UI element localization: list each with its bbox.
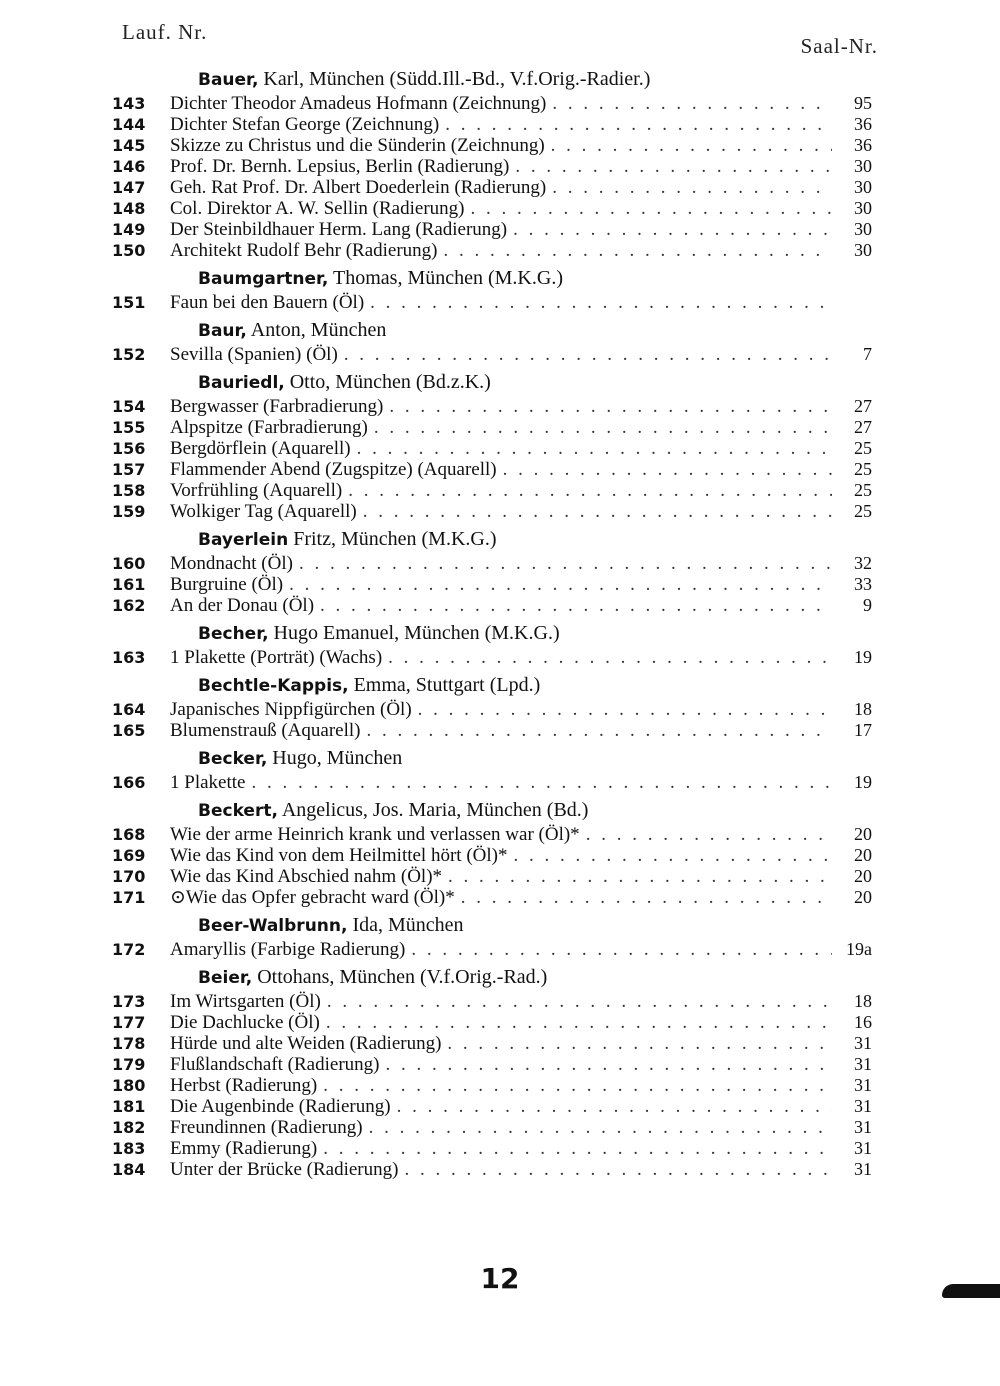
artist-info: Fritz, München (M.K.G.): [293, 528, 497, 550]
dot-leader: [513, 845, 832, 866]
entry-title: Flußlandschaft (Radierung): [170, 1054, 380, 1075]
entry-number: 168: [112, 825, 146, 844]
artist-name: Bayerlein: [198, 530, 289, 550]
dot-leader: [513, 219, 832, 240]
artist-heading: [112, 266, 872, 291]
catalog-entry: [112, 553, 872, 574]
artist-group: [112, 913, 872, 960]
artist-info: Emma, Stuttgart (Lpd.): [353, 674, 541, 696]
entry-title: Alpspitze (Farbradierung): [170, 417, 368, 438]
entry-number: 178: [112, 1034, 146, 1053]
dot-leader: [299, 553, 832, 574]
entry-title: Wie der arme Heinrich krank und verlassen war (Öl)*: [170, 824, 580, 845]
page-number: 12: [480, 1262, 520, 1295]
entry-hall-number: 19: [854, 647, 872, 667]
entry-hall-number: 31: [854, 1033, 872, 1053]
artist-group: [112, 266, 872, 313]
entry-number: 155: [112, 418, 146, 437]
entry-hall-number: 20: [854, 824, 872, 844]
dot-leader: [418, 699, 832, 720]
entry-hall-number: 32: [854, 553, 872, 573]
catalog-entry: [112, 647, 872, 668]
artist-info: Hugo, München: [272, 747, 403, 769]
catalog-entry: [112, 991, 872, 1012]
entry-number: 163: [112, 648, 146, 667]
catalog-entry: [112, 417, 872, 438]
catalog-list: [112, 62, 872, 1180]
artist-group: [112, 527, 872, 616]
catalog-entry: [112, 501, 872, 522]
catalog-entry: [112, 240, 872, 261]
entry-hall-number: 33: [854, 574, 872, 594]
artist-info: Anton, München: [250, 319, 387, 341]
dot-leader: [348, 480, 832, 501]
catalog-entry: [112, 720, 872, 741]
entry-number: 152: [112, 345, 146, 364]
dot-leader: [363, 501, 832, 522]
artist-info: Karl, München (Südd.Ill.-Bd., V.f.Orig.-Radier.): [263, 68, 651, 90]
dot-leader: [445, 114, 832, 135]
entry-hall-number: 20: [854, 866, 872, 886]
artist-group: [112, 318, 872, 365]
dot-leader: [551, 135, 832, 156]
entry-number: 171: [112, 888, 146, 907]
entry-hall-number: 31: [854, 1054, 872, 1074]
catalog-entry: [112, 1096, 872, 1117]
entry-number: 165: [112, 721, 146, 740]
entry-hall-number: 31: [854, 1096, 872, 1116]
artist-name: Baur,: [198, 321, 247, 341]
entry-title: ⊙Wie das Opfer gebracht ward (Öl)*: [170, 887, 455, 908]
artist-name: Beier,: [198, 968, 253, 988]
entry-title: Skizze zu Christus und die Sünderin (Zeichnung): [170, 135, 545, 156]
catalog-entry: [112, 344, 872, 365]
entry-title: 1 Plakette (Porträt) (Wachs): [170, 647, 383, 668]
entry-number: 183: [112, 1139, 146, 1158]
entry-title: Freundinnen (Radierung): [170, 1117, 363, 1138]
dot-leader: [447, 1033, 832, 1054]
artist-heading: [112, 370, 872, 395]
dot-leader: [470, 198, 832, 219]
entry-hall-number: 18: [854, 991, 872, 1011]
artist-group: [112, 965, 872, 1180]
entry-hall-number: 36: [854, 114, 872, 134]
dot-leader: [448, 866, 832, 887]
entry-hall-number: 9: [863, 595, 872, 615]
entry-title: Der Steinbildhauer Herm. Lang (Radierung): [170, 219, 508, 240]
entry-title: Japanisches Nippfigürchen (Öl): [170, 699, 412, 720]
column-header-saal-nr: Saal-Nr.: [800, 34, 878, 58]
entry-number: 177: [112, 1013, 146, 1032]
artist-name: Bechtle-Kappis,: [198, 676, 349, 696]
entry-hall-number: 27: [854, 417, 872, 437]
entry-number: 144: [112, 115, 146, 134]
catalog-entry: [112, 1033, 872, 1054]
catalog-entry: [112, 1054, 872, 1075]
entry-number: 161: [112, 575, 146, 594]
catalog-entry: [112, 1138, 872, 1159]
entry-title: Burgruine (Öl): [170, 574, 284, 595]
dot-leader: [370, 292, 832, 313]
artist-heading: [112, 746, 872, 771]
entry-hall-number: 27: [854, 396, 872, 416]
entry-hall-number: 7: [863, 344, 872, 364]
entry-hall-number: 16: [854, 1012, 872, 1032]
dot-leader: [385, 1054, 832, 1075]
dot-leader: [289, 574, 832, 595]
artist-group: [112, 798, 872, 908]
dot-leader: [251, 772, 832, 793]
artist-group: [112, 370, 872, 522]
dot-leader: [397, 1096, 832, 1117]
catalog-entry: [112, 396, 872, 417]
page-edge-mark: [942, 1284, 1000, 1298]
catalog-entry: [112, 438, 872, 459]
catalog-entry: [112, 1075, 872, 1096]
entry-title: Wie das Kind Abschied nahm (Öl)*: [170, 866, 443, 887]
catalog-entry: [112, 480, 872, 501]
entry-number: 149: [112, 220, 146, 239]
artist-name: Baumgartner,: [198, 269, 329, 289]
entry-title: 1 Plakette: [170, 772, 246, 793]
catalog-entry: [112, 1159, 872, 1180]
entry-title: Hürde und alte Weiden (Radierung): [170, 1033, 442, 1054]
artist-info: Hugo Emanuel, München (M.K.G.): [273, 622, 560, 644]
entry-title: Herbst (Radierung): [170, 1075, 318, 1096]
dot-leader: [552, 177, 832, 198]
dot-leader: [374, 417, 832, 438]
dot-leader: [320, 595, 832, 616]
artist-info: Thomas, München (M.K.G.): [333, 267, 563, 289]
entry-hall-number: 31: [854, 1075, 872, 1095]
entry-number: 150: [112, 241, 146, 260]
entry-title: Architekt Rudolf Behr (Radierung): [170, 240, 438, 261]
entry-title: Col. Direktor A. W. Sellin (Radierung): [170, 198, 465, 219]
catalog-entry: [112, 177, 872, 198]
entry-number: 172: [112, 940, 146, 959]
entry-title: Bergdörflein (Aquarell): [170, 438, 351, 459]
artist-name: Becker,: [198, 749, 268, 769]
entry-number: 148: [112, 199, 146, 218]
catalog-entry: [112, 219, 872, 240]
entry-title: Emmy (Radierung): [170, 1138, 318, 1159]
artist-group: [112, 746, 872, 793]
entry-number: 145: [112, 136, 146, 155]
entry-hall-number: 19a: [846, 939, 872, 959]
dot-leader: [326, 1012, 832, 1033]
entry-number: 170: [112, 867, 146, 886]
dot-leader: [357, 438, 832, 459]
artist-name: Bauriedl,: [198, 373, 285, 393]
entry-title: Mondnacht (Öl): [170, 553, 293, 574]
entry-title: Sevilla (Spanien) (Öl): [170, 344, 338, 365]
catalog-entry: [112, 459, 872, 480]
artist-heading: [112, 318, 872, 343]
artist-heading: [112, 965, 872, 990]
entry-hall-number: 25: [854, 459, 872, 479]
catalog-entry: [112, 1012, 872, 1033]
catalog-entry: [112, 595, 872, 616]
artist-info: Angelicus, Jos. Maria, München (Bd.): [281, 799, 589, 821]
entry-title: Prof. Dr. Bernh. Lepsius, Berlin (Radierung): [170, 156, 510, 177]
entry-title: Unter der Brücke (Radierung): [170, 1159, 399, 1180]
entry-hall-number: 19: [854, 772, 872, 792]
dot-leader: [411, 939, 832, 960]
entry-number: 184: [112, 1160, 146, 1179]
artist-info: Otto, München (Bd.z.K.): [289, 371, 491, 393]
entry-number: 182: [112, 1118, 146, 1137]
entry-number: 166: [112, 773, 146, 792]
catalog-entry: [112, 699, 872, 720]
entry-title: Dichter Stefan George (Zeichnung): [170, 114, 440, 135]
entry-hall-number: 20: [854, 887, 872, 907]
entry-number: 147: [112, 178, 146, 197]
entry-hall-number: 30: [854, 156, 872, 176]
dot-leader: [552, 93, 832, 114]
catalog-entry: [112, 114, 872, 135]
entry-number: 180: [112, 1076, 146, 1095]
entry-number: 151: [112, 293, 146, 312]
artist-heading: [112, 67, 872, 92]
artist-name: Bauer,: [198, 70, 259, 90]
entry-title: Wolkiger Tag (Aquarell): [170, 501, 357, 522]
entry-title: Vorfrühling (Aquarell): [170, 480, 343, 501]
artist-info: Ida, München: [352, 914, 464, 936]
entry-title: Im Wirtsgarten (Öl): [170, 991, 321, 1012]
artist-name: Becher,: [198, 624, 269, 644]
entry-hall-number: 17: [854, 720, 872, 740]
entry-title: Amaryllis (Farbige Radierung): [170, 939, 406, 960]
dot-leader: [323, 1075, 832, 1096]
entry-hall-number: 95: [854, 93, 872, 113]
artist-group: [112, 673, 872, 741]
entry-hall-number: 18: [854, 699, 872, 719]
entry-number: 146: [112, 157, 146, 176]
entry-number: 154: [112, 397, 146, 416]
entry-hall-number: 30: [854, 198, 872, 218]
entry-number: 159: [112, 502, 146, 521]
column-header-lauf-nr: Lauf. Nr.: [122, 20, 208, 44]
artist-heading: [112, 621, 872, 646]
entry-hall-number: 31: [854, 1138, 872, 1158]
catalog-entry: [112, 887, 872, 908]
catalog-entry: [112, 845, 872, 866]
catalog-entry: [112, 1117, 872, 1138]
entry-title: Blumenstrauß (Aquarell): [170, 720, 361, 741]
artist-heading: [112, 673, 872, 698]
artist-heading: [112, 798, 872, 823]
entry-title: Geh. Rat Prof. Dr. Albert Doederlein (Radierung): [170, 177, 547, 198]
entry-number: 169: [112, 846, 146, 865]
dot-leader: [344, 344, 832, 365]
entry-title: Die Augenbinde (Radierung): [170, 1096, 391, 1117]
entry-hall-number: 30: [854, 240, 872, 260]
catalog-entry: [112, 156, 872, 177]
dot-leader: [404, 1159, 832, 1180]
entry-title: Die Dachlucke (Öl): [170, 1012, 320, 1033]
dot-leader: [515, 156, 832, 177]
entry-title: Dichter Theodor Amadeus Hofmann (Zeichnung): [170, 93, 547, 114]
dot-leader: [327, 991, 832, 1012]
catalog-entry: [112, 574, 872, 595]
catalog-entry: [112, 135, 872, 156]
dot-leader: [461, 887, 832, 908]
entry-number: 162: [112, 596, 146, 615]
entry-hall-number: 31: [854, 1159, 872, 1179]
catalog-entry: [112, 866, 872, 887]
entry-title: An der Donau (Öl): [170, 595, 315, 616]
catalog-entry: [112, 93, 872, 114]
entry-number: 173: [112, 992, 146, 1011]
entry-hall-number: 36: [854, 135, 872, 155]
artist-group: [112, 67, 872, 261]
catalog-entry: [112, 824, 872, 845]
entry-title: Flammender Abend (Zugspitze) (Aquarell): [170, 459, 497, 480]
dot-leader: [586, 824, 832, 845]
catalog-entry: [112, 198, 872, 219]
entry-title: Wie das Kind von dem Heilmittel hört (Öl)*: [170, 845, 508, 866]
entry-title: Bergwasser (Farbradierung): [170, 396, 384, 417]
entry-number: 157: [112, 460, 146, 479]
dot-leader: [444, 240, 832, 261]
entry-hall-number: 20: [854, 845, 872, 865]
artist-name: Beckert,: [198, 801, 278, 821]
entry-number: 156: [112, 439, 146, 458]
artist-heading: [112, 913, 872, 938]
dot-leader: [388, 647, 832, 668]
entry-hall-number: 30: [854, 219, 872, 239]
dot-leader: [389, 396, 832, 417]
entry-hall-number: 31: [854, 1117, 872, 1137]
artist-group: [112, 621, 872, 668]
entry-number: 179: [112, 1055, 146, 1074]
entry-title: Faun bei den Bauern (Öl): [170, 292, 365, 313]
artist-info: Ottohans, München (V.f.Orig.-Rad.): [257, 966, 548, 988]
entry-number: 158: [112, 481, 146, 500]
artist-heading: [112, 527, 872, 552]
entry-number: 143: [112, 94, 146, 113]
catalog-entry: [112, 939, 872, 960]
entry-number: 160: [112, 554, 146, 573]
catalog-entry: [112, 292, 872, 313]
entry-number: 181: [112, 1097, 146, 1116]
dot-leader: [503, 459, 832, 480]
artist-name: Beer-Walbrunn,: [198, 916, 348, 936]
entry-hall-number: 25: [854, 501, 872, 521]
entry-hall-number: 25: [854, 438, 872, 458]
entry-hall-number: 25: [854, 480, 872, 500]
dot-leader: [323, 1138, 832, 1159]
entry-number: 164: [112, 700, 146, 719]
entry-hall-number: 30: [854, 177, 872, 197]
dot-leader: [369, 1117, 832, 1138]
dot-leader: [366, 720, 832, 741]
catalog-entry: [112, 772, 872, 793]
